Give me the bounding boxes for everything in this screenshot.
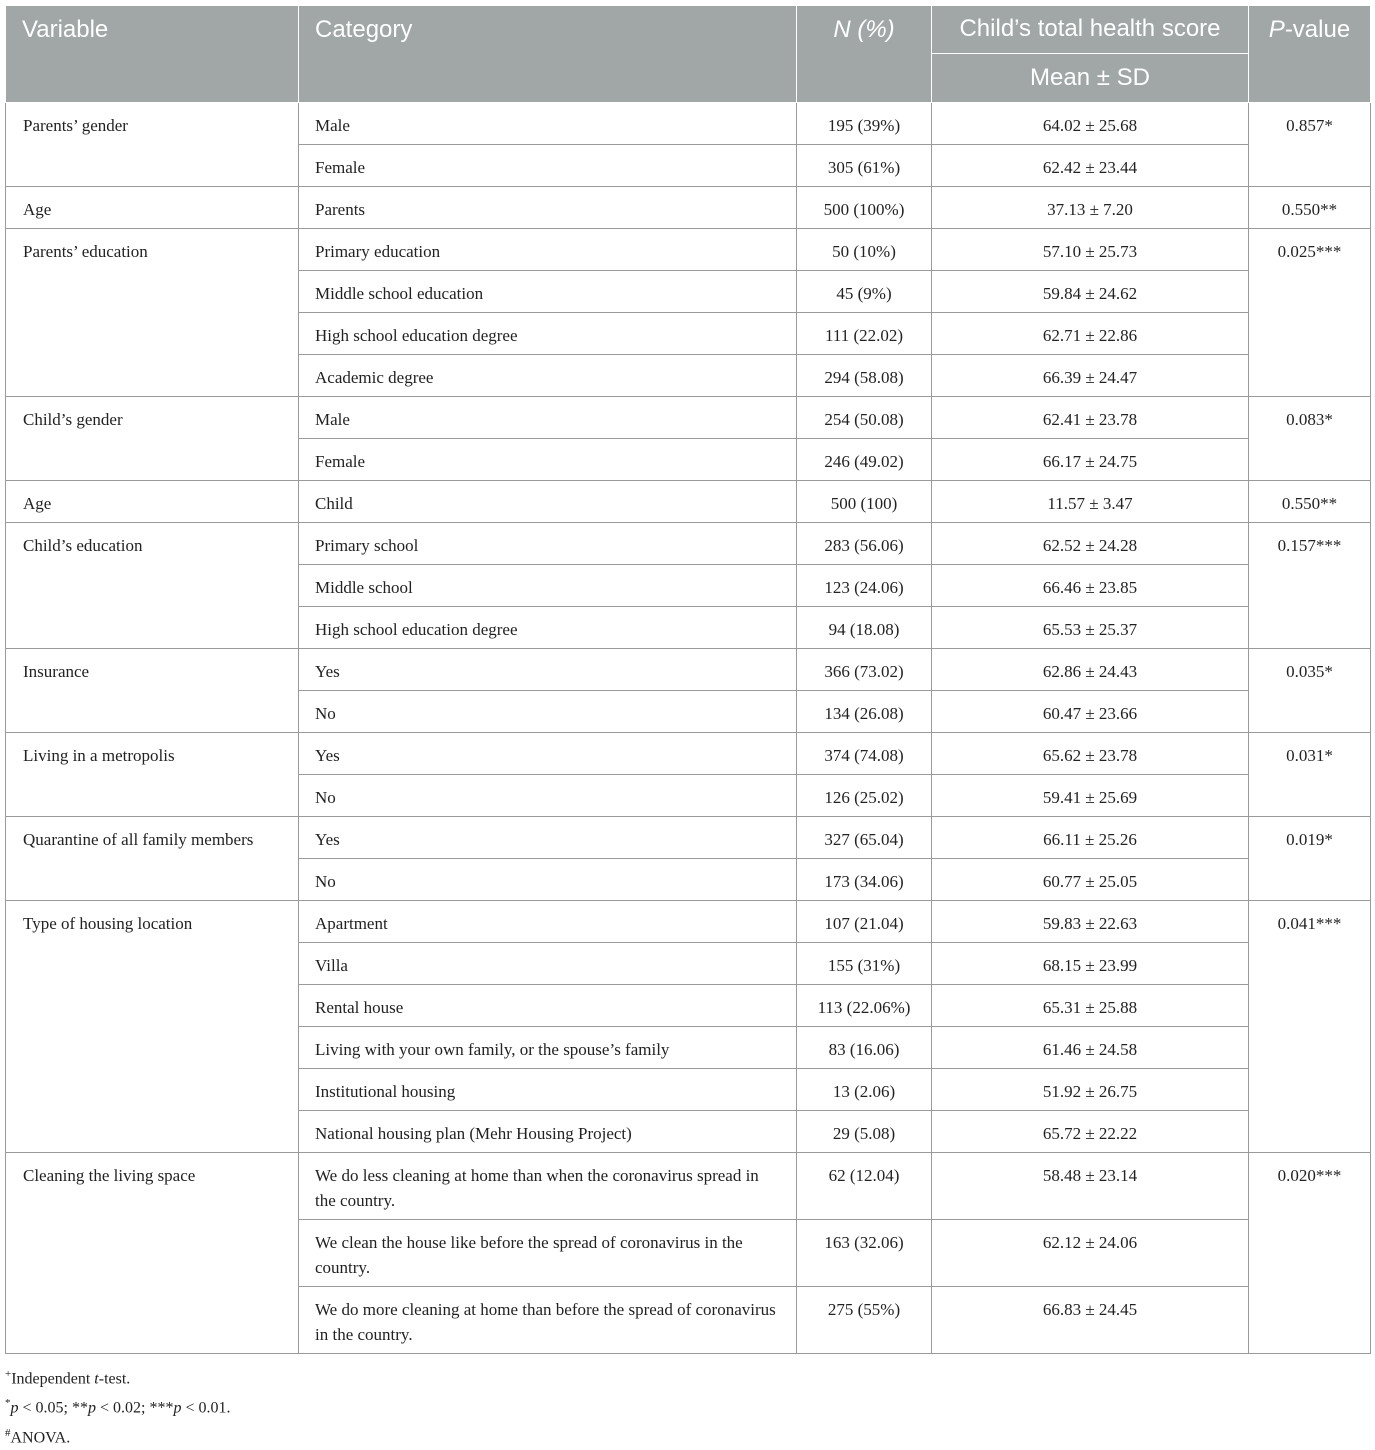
p-value-cell: 0.550** [1249, 187, 1371, 229]
table-row [6, 481, 1371, 523]
results-table [5, 5, 1371, 1354]
table-row [6, 649, 1371, 691]
n-pct-cell: 113 (22.06%) [797, 985, 932, 1027]
category-cell: Institutional housing [299, 1069, 797, 1111]
p-value-cell: 0.550** [1249, 481, 1371, 523]
category-cell: Male [299, 397, 797, 439]
score-cell: 65.53 ± 25.37 [932, 607, 1249, 649]
table-row [6, 733, 1371, 775]
category-cell: No [299, 691, 797, 733]
n-pct-cell: 374 (74.08) [797, 733, 932, 775]
category-cell: We do less cleaning at home than when the coronavirus spread in the country. [299, 1153, 797, 1220]
p-value-cell: 0.020*** [1249, 1153, 1371, 1354]
score-cell: 65.62 ± 23.78 [932, 733, 1249, 775]
score-cell: 66.83 ± 24.45 [932, 1287, 1249, 1354]
n-pct-cell: 163 (32.06) [797, 1220, 932, 1287]
header-p-value [1249, 6, 1371, 103]
score-cell: 68.15 ± 23.99 [932, 943, 1249, 985]
variable-cell: Quarantine of all family members [6, 817, 299, 901]
variable-cell: Child’s gender [6, 397, 299, 481]
p-value-cell: 0.857* [1249, 103, 1371, 187]
category-cell: Villa [299, 943, 797, 985]
n-pct-cell: 45 (9%) [797, 271, 932, 313]
score-cell: 37.13 ± 7.20 [932, 187, 1249, 229]
n-pct-cell: 62 (12.04) [797, 1153, 932, 1220]
score-cell: 62.71 ± 22.86 [932, 313, 1249, 355]
table-row [6, 1153, 1371, 1220]
category-cell: High school education degree [299, 607, 797, 649]
p-value-cell: 0.025*** [1249, 229, 1371, 397]
score-cell: 66.11 ± 25.26 [932, 817, 1249, 859]
category-cell: Male [299, 103, 797, 145]
n-pct-cell: 294 (58.08) [797, 355, 932, 397]
p-value-cell: 0.083* [1249, 397, 1371, 481]
p-value-cell: 0.157*** [1249, 523, 1371, 649]
header-score-group: Child’s total health score [932, 6, 1249, 54]
score-cell: 59.83 ± 22.63 [932, 901, 1249, 943]
p-value-cell: 0.031* [1249, 733, 1371, 817]
category-cell: Yes [299, 733, 797, 775]
score-cell: 61.46 ± 24.58 [932, 1027, 1249, 1069]
footnote-text: t [94, 1370, 99, 1388]
category-cell: Parents [299, 187, 797, 229]
score-cell: 65.72 ± 22.22 [932, 1111, 1249, 1153]
score-cell: 66.17 ± 24.75 [932, 439, 1249, 481]
footnote-anova [5, 1421, 230, 1450]
header-variable: Variable [6, 6, 299, 103]
footnote-significance [5, 1391, 230, 1420]
score-cell: 62.86 ± 24.43 [932, 649, 1249, 691]
n-pct-cell: 305 (61%) [797, 145, 932, 187]
variable-cell: Insurance [6, 649, 299, 733]
score-cell: 60.77 ± 25.05 [932, 859, 1249, 901]
score-cell: 59.84 ± 24.62 [932, 271, 1249, 313]
score-cell: 66.46 ± 23.85 [932, 565, 1249, 607]
table-row [6, 187, 1371, 229]
header-n-pct: N (%) [797, 6, 932, 103]
footnote-mark: # [5, 1426, 11, 1439]
n-pct-cell: 195 (39%) [797, 103, 932, 145]
score-cell: 65.31 ± 25.88 [932, 985, 1249, 1027]
n-pct-cell: 155 (31%) [797, 943, 932, 985]
category-cell: Primary education [299, 229, 797, 271]
table-row [6, 523, 1371, 565]
variable-cell: Parents’ education [6, 229, 299, 397]
header-score-sub: Mean ± SD [932, 53, 1249, 102]
category-cell: Yes [299, 649, 797, 691]
n-pct-cell: 254 (50.08) [797, 397, 932, 439]
category-cell: No [299, 775, 797, 817]
table-row [6, 229, 1371, 271]
score-cell: 51.92 ± 26.75 [932, 1069, 1249, 1111]
n-pct-cell: 173 (34.06) [797, 859, 932, 901]
category-cell: We do more cleaning at home than before the spread of coronavirus in the country. [299, 1287, 797, 1354]
category-cell: Apartment [299, 901, 797, 943]
table-row [6, 397, 1371, 439]
score-cell: 62.41 ± 23.78 [932, 397, 1249, 439]
n-pct-cell: 327 (65.04) [797, 817, 932, 859]
header-category: Category [299, 6, 797, 103]
n-pct-cell: 13 (2.06) [797, 1069, 932, 1111]
footnote-text: -test. [98, 1370, 131, 1388]
n-pct-cell: 94 (18.08) [797, 607, 932, 649]
category-cell: High school education degree [299, 313, 797, 355]
footnote-text: p [10, 1399, 19, 1417]
n-pct-cell: 50 (10%) [797, 229, 932, 271]
n-pct-cell: 283 (56.06) [797, 523, 932, 565]
n-pct-cell: 111 (22.02) [797, 313, 932, 355]
p-value-cell: 0.019* [1249, 817, 1371, 901]
score-cell: 59.41 ± 25.69 [932, 775, 1249, 817]
category-cell: Academic degree [299, 355, 797, 397]
score-cell: 60.47 ± 23.66 [932, 691, 1249, 733]
score-cell: 66.39 ± 24.47 [932, 355, 1249, 397]
footnote-mark: * [5, 1397, 11, 1410]
score-cell: 64.02 ± 25.68 [932, 103, 1249, 145]
table-row [6, 103, 1371, 145]
variable-cell: Cleaning the living space [6, 1153, 299, 1354]
p-value-cell: 0.035* [1249, 649, 1371, 733]
score-cell: 62.12 ± 24.06 [932, 1220, 1249, 1287]
variable-cell: Age [6, 481, 299, 523]
footnote-text: ANOVA. [10, 1428, 71, 1446]
variable-cell: Type of housing location [6, 901, 299, 1153]
category-cell: We clean the house like before the spread of coronavirus in the country. [299, 1220, 797, 1287]
variable-cell: Child’s education [6, 523, 299, 649]
footnote-text: < 0.05; ** [18, 1399, 88, 1417]
footnote-text: p [173, 1399, 182, 1417]
score-cell: 57.10 ± 25.73 [932, 229, 1249, 271]
category-cell: No [299, 859, 797, 901]
category-cell: Middle school [299, 565, 797, 607]
footnote-text: p [87, 1399, 96, 1417]
footnote-text: Independent [11, 1370, 95, 1388]
score-cell: 62.42 ± 23.44 [932, 145, 1249, 187]
variable-cell: Parents’ gender [6, 103, 299, 187]
table-row [6, 817, 1371, 859]
table-body [6, 103, 1371, 1354]
header-p-letter: P [1268, 16, 1285, 43]
footnotes [5, 1362, 230, 1450]
variable-cell: Age [6, 187, 299, 229]
category-cell: Primary school [299, 523, 797, 565]
score-cell: 11.57 ± 3.47 [932, 481, 1249, 523]
score-cell: 62.52 ± 24.28 [932, 523, 1249, 565]
n-pct-cell: 83 (16.06) [797, 1027, 932, 1069]
p-value-cell: 0.041*** [1249, 901, 1371, 1153]
category-cell: Living with your own family, or the spouse’s family [299, 1027, 797, 1069]
n-pct-cell: 246 (49.02) [797, 439, 932, 481]
category-cell: Female [299, 145, 797, 187]
n-pct-cell: 275 (55%) [797, 1287, 932, 1354]
category-cell: Rental house [299, 985, 797, 1027]
footnote-ttest [5, 1362, 230, 1391]
category-cell: Child [299, 481, 797, 523]
variable-cell: Living in a metropolis [6, 733, 299, 817]
category-cell: Female [299, 439, 797, 481]
score-cell: 58.48 ± 23.14 [932, 1153, 1249, 1220]
n-pct-cell: 29 (5.08) [797, 1111, 932, 1153]
n-pct-cell: 107 (21.04) [797, 901, 932, 943]
footnote-mark: + [5, 1368, 12, 1380]
n-pct-cell: 500 (100%) [797, 187, 932, 229]
footnote-text: < 0.01. [181, 1399, 231, 1417]
n-pct-cell: 500 (100) [797, 481, 932, 523]
n-pct-cell: 126 (25.02) [797, 775, 932, 817]
table-row [6, 901, 1371, 943]
category-cell: Yes [299, 817, 797, 859]
n-pct-cell: 123 (24.06) [797, 565, 932, 607]
category-cell: National housing plan (Mehr Housing Project) [299, 1111, 797, 1153]
n-pct-cell: 134 (26.08) [797, 691, 932, 733]
footnote-text: < 0.02; *** [95, 1399, 174, 1417]
n-pct-cell: 366 (73.02) [797, 649, 932, 691]
header-p-rest: -value [1284, 16, 1351, 43]
category-cell: Middle school education [299, 271, 797, 313]
